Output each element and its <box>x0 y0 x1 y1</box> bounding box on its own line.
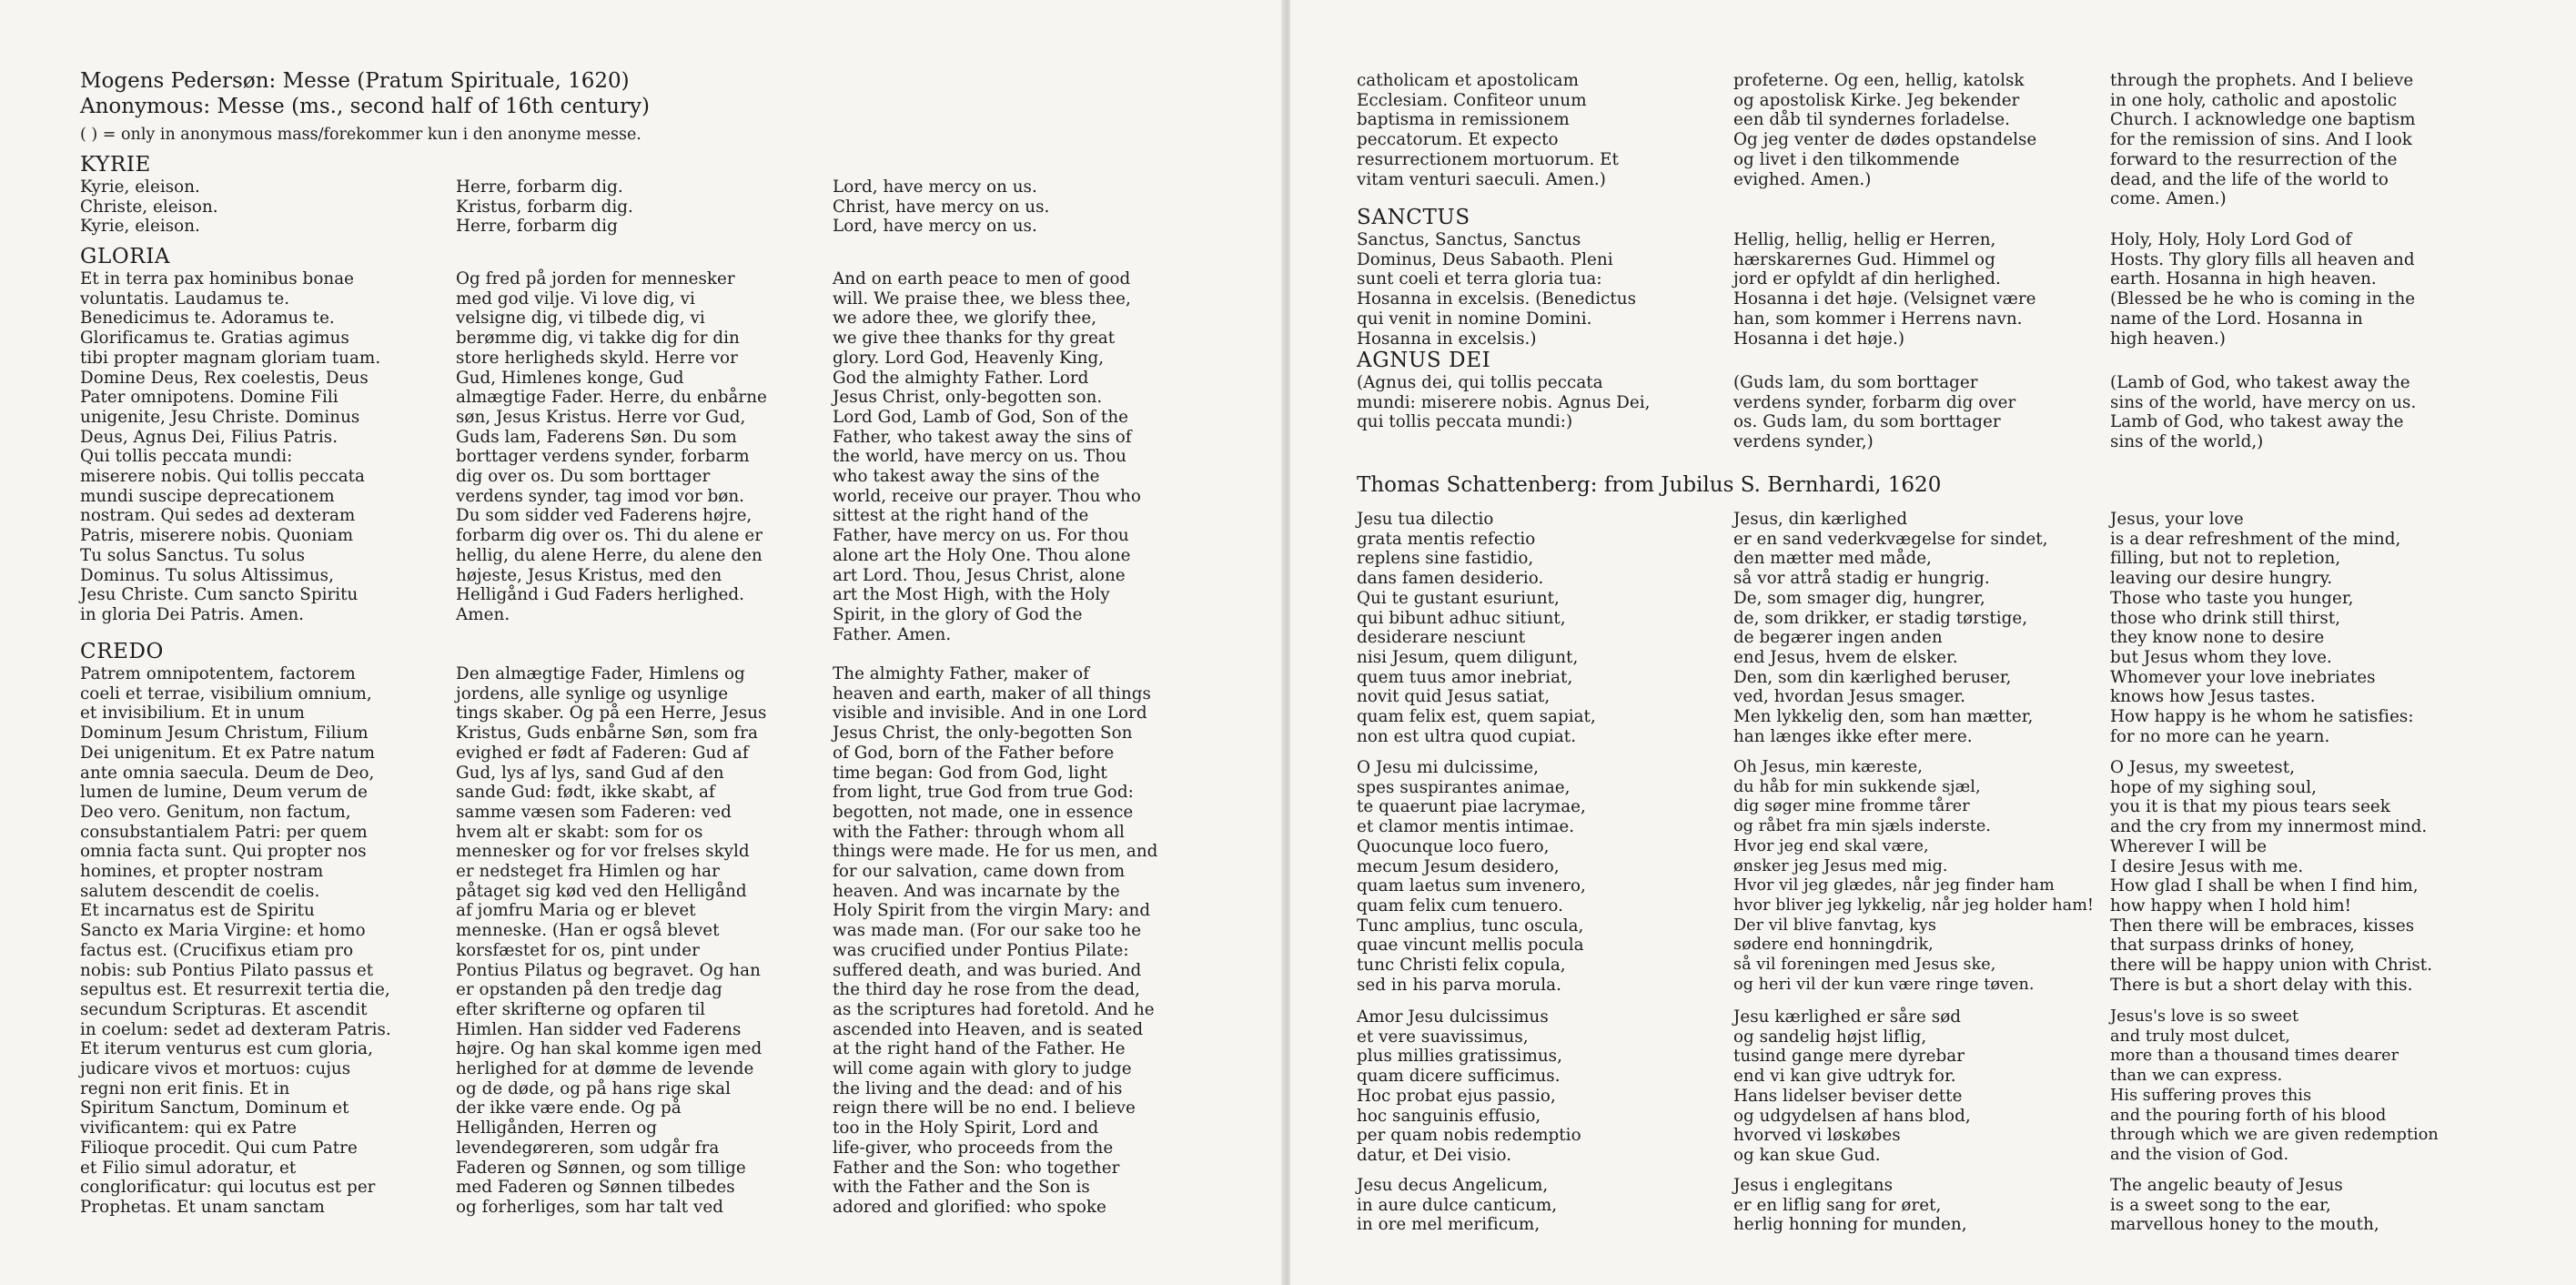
mass-title-anonymous: Anonymous: Messe (ms., second half of 16th century) <box>80 95 650 118</box>
sanctus-english-column <box>2110 230 2415 349</box>
credo-end-english-text: through the prophets. And I believe in one holy, catholic and apostolic Church. I acknowledge one baptism for the remission of sins. And I look forward to the resurrection of the dead, and the life of the world to come. Amen.) <box>2110 71 2416 209</box>
sanctus-heading: SANCTUS <box>1357 206 1470 229</box>
credo-end-latin-column <box>1357 71 1619 189</box>
sanctus-danish-column <box>1733 230 2036 349</box>
stanza4-latin-text: Jesu decus Angelicum, in aure dulce canticum, in ore mel merificum, <box>1357 1176 1558 1235</box>
kyrie-heading: KYRIE <box>80 153 151 177</box>
kyrie-english-column <box>833 177 1049 237</box>
stanza2-english-text: O Jesus, my sweetest, hope of my sighing soul, you it is that my pious tears seek and the cry from my innermost mind. Wherever I will be I desire Jesus with me. How glad I shall be when I find him, how happy when I hold him! Then there will be embraces, kisses that surpass drinks of honey, there will be happy union with Christ. There is but a short delay with this. <box>2110 758 2433 995</box>
credo-latin-text: Patrem omnipotentem, factorem coeli et terrae, visibilium omnium, et invisibilium. Et in unum Dominum Jesum Christum, Filium Dei unigenitum. Et ex Patre natum ante omnia saecula. Deum de Deo, lumen de lumine, Deum verum de Deo vero. Genitum, non factum, consubstantialem Patri: per quem omnia facta sunt. Qui propter nos homines, et propter nostram salutem descendit de coelis. Et incarnatus est de Spiritu Sancto ex Maria Virgine: et homo factus est. (Crucifixus etiam pro nobis: sub Pontius Pilato passus et sepultus est. Et resurrexit tertia die, secundum Scripturas. Et ascendit in coelum: sedet ad dexteram Patris. Et iterum venturus est cum gloria, judicare vivos et mortuos: cujus regni non erit finis. Et in Spiritum Sanctum, Dominum et vivificantem: qui ex Patre Filioque procedit. Qui cum Patre et Filio simul adoratur, et conglorificatur: qui locutus est per Prophetas. Et unam sanctam <box>80 664 391 1217</box>
agnus-latin-text: (Agnus dei, qui tollis peccata mundi: miserere nobis. Agnus Dei, qui tollis peccata mundi:) <box>1357 373 1651 432</box>
stanza2-danish-text: Oh Jesus, min kæreste, du håb for min sukkende sjæl, dig søger mine fromme tårer og råbet fra min sjæls inderste. Hvor jeg end skal være, ønsker jeg Jesus med mig. Hvor vil jeg glædes, når jeg finder ham hvor bliver jeg lykkelig, når jeg holder ham! Der vil blive fanvtag, kys sødere end honningdrik, så vil foreningen med Jesus ske, og heri vil der kun være ringe tøven. <box>1733 758 2095 994</box>
credo-english-column <box>833 664 1157 1218</box>
kyrie-latin-column <box>80 153 218 237</box>
agnus-english-text: (Lamb of God, who takest away the sins of the world, have mercy on us. Lamb of God, who takest away the sins of the world,) <box>2110 373 2417 452</box>
stanza3-danish-column <box>1733 1007 1971 1166</box>
stanza2-latin-text: O Jesu mi dulcissime, spes suspirantes animae, te quaerunt piae lacrymae, et clamor mentis intimae. Quocunque loco fuero, mecum Jesum desidero, quam laetus sum invenero, quam felix cum tenuero. Tunc amplius, tunc oscula, quae vincunt mellis pocula tunc Christi felix copula, sed in his parva morula. <box>1357 758 1586 995</box>
gloria-heading: GLORIA <box>80 245 171 268</box>
kyrie-english-text: Lord, have mercy on us. Christ, have mercy on us. Lord, have mercy on us. <box>833 177 1050 237</box>
stanza2-danish-column <box>1733 758 2094 995</box>
sanctus-english-text: Holy, Holy, Holy Lord God of Hosts. Thy glory fills all heaven and earth. Hosanna in high heaven. (Blessed be he who is coming in the name of the Lord. Hosanna in high heaven.) <box>2110 230 2416 349</box>
gloria-latin-column <box>80 245 380 625</box>
stanza1-english-column <box>2110 510 2414 746</box>
sanctus-danish-text: Hellig, hellig, hellig er Herren, hærskarernes Gud. Himmel og jord er opfyldt af din herlighed. Hosanna i det høje. (Velsignet være han, som kommer i Herrens navn. Hosanna i det høje.) <box>1733 230 2036 349</box>
gloria-danish-column <box>456 269 767 625</box>
stanza1-danish-column <box>1733 510 2048 746</box>
agnus-heading: AGNUS DEI <box>1357 349 1491 372</box>
agnus-danish-column <box>1733 373 2015 452</box>
credo-heading: CREDO <box>80 640 165 663</box>
stanza1-danish-text: Jesus, din kærlighed er en sand vederkvægelse for sindet, den mætter med måde, så vor attrå stadig er hungrig. De, som smager dig, hungrer, de, som drikker, er stadig tørstige, de begærer ingen anden end Jesus, hvem de elsker. Den, som din kærlighed beruser, ved, hvordan Jesus smager. Men lykkelig den, som han mætter, han længes ikke efter mere. <box>1733 510 2048 746</box>
stanza4-latin-column <box>1357 1176 1557 1235</box>
kyrie-latin-text: Kyrie, eleison. Christe, eleison. Kyrie, eleison. <box>80 177 218 237</box>
mass-title-pedersoen: Mogens Pedersøn: Messe (Pratum Spirituale, 1620) <box>80 69 630 93</box>
sanctus-latin-text: Sanctus, Sanctus, Sanctus Dominus, Deus Sabaoth. Pleni sunt coeli et terra gloria tua: Hosanna in excelsis. (Benedictus qui venit in nomine Domini. Hosanna in excelsis.) <box>1357 230 1637 349</box>
agnus-latin-column <box>1357 349 1650 432</box>
credo-end-latin-text: catholicam et apostolicam Ecclesiam. Confiteor unum baptisma in remissionem peccatorum. Et expecto resurrectionem mortuorum. Et vitam venturi saeculi. Amen.) <box>1357 71 1619 189</box>
gloria-english-column <box>833 269 1141 644</box>
right-page <box>1290 0 2576 1285</box>
gloria-latin-text: Et in terra pax hominibus bonae voluntatis. Laudamus te. Benedicimus te. Adoramus te. Glorificamus te. Gratias agimus tibi propter magnam gloriam tuam. Domine Deus, Rex coelestis, Deus Pater omnipotens. Domine Fili unigenite, Jesu Christe. Dominus Deus, Agnus Dei, Filius Patris. Qui tollis peccata mundi: miserere nobis. Qui tollis peccata mundi suscipe deprecationem nostram. Qui sedes ad dexteram Patris, miserere nobis. Quoniam Tu solus Sanctus. Tu solus Dominus. Tu solus Altissimus, Jesu Christe. Cum sancto Spiritu in gloria Dei Patris. Amen. <box>80 269 381 624</box>
credo-end-english-column <box>2110 71 2416 209</box>
stanza4-english-column <box>2110 1176 2379 1235</box>
stanza1-latin-text: Jesu tua dilectio grata mentis refectio replens sine fastidio, dans famen desiderio. Qui te gustant esuriunt, qui bibunt adhuc sitiunt, desiderare nesciunt nisi Jesum, quem diligunt, quem tuus amor inebriat, novit quid Jesus satiat, quam felix est, quem sapiat, non est ultra quod cupiat. <box>1357 510 1596 746</box>
sanctus-latin-column <box>1357 206 1636 349</box>
stanza4-english-text: The angelic beauty of Jesus is a sweet song to the ear, marvellous honey to the mouth, <box>2110 1176 2379 1235</box>
stanza2-english-column <box>2110 758 2432 995</box>
jubilus-title: Thomas Schattenberg: from Jubilus S. Bernhardi, 1620 <box>1357 473 1942 497</box>
credo-end-danish-column <box>1733 71 2036 189</box>
gloria-danish-text: Og fred på jorden for mennesker med god vilje. Vi love dig, vi velsigne dig, vi tilbede dig, vi berømme dig, vi takke dig for din store herligheds skyld. Herre vor Gud, Himlenes konge, Gud almægtige Fader. Herre, du enbårne søn, Jesus Kristus. Herre vor Gud, Guds lam, Faderens Søn. Du som borttager verdens synder, forbarm dig over os. Du som borttager verdens synder, tag imod vor bøn. Du som sidder ved Faderens højre, forbarm dig over os. Thi du alene er hellig, du alene Herre, du alene den højeste, Jesus Kristus, med den Helligånd i Gud Faders herlighed. Amen. <box>456 269 767 624</box>
stanza2-latin-column <box>1357 758 1586 995</box>
agnus-danish-text: (Guds lam, du som borttager verdens synder, forbarm dig over os. Guds lam, du som borttager verdens synder,) <box>1733 373 2016 452</box>
kyrie-danish-text: Herre, forbarm dig. Kristus, forbarm dig. Herre, forbarm dig <box>456 177 633 237</box>
bracket-note: ( ) = only in anonymous mass/forekommer kun i den anonyme messe. <box>80 126 641 144</box>
stanza4-danish-text: Jesus i englegitans er en liflig sang for øret, herlig honning for munden, <box>1733 1176 1967 1235</box>
kyrie-danish-column <box>456 177 633 237</box>
stanza4-danish-column <box>1733 1176 1967 1235</box>
stanza3-danish-text: Jesu kærlighed er såre sød og sandelig højst liflig, tusind gange mere dyrebar end vi kan give udtryk for. Hans lidelser beviser dette og udgydelsen af hans blod, hvorved vi løskøbes og kan skue Gud. <box>1733 1007 1971 1165</box>
credo-end-danish-text: profeterne. Og een, hellig, katolsk og apostolisk Kirke. Jeg bekender een dåb til syndernes forladelse. Og jeg venter de dødes opstandelse og livet i den tilkommende evighed. Amen.) <box>1733 71 2037 189</box>
stanza1-latin-column <box>1357 510 1596 746</box>
stanza3-latin-column <box>1357 1007 1581 1166</box>
stanza1-english-text: Jesus, your love is a dear refreshment of the mind, filling, but not to repletion, leaving our desire hungry. Those who taste you hunger, those who drink still thirst, they know none to desire but Jesus whom they love. Whomever your love inebriates knows how Jesus tastes. How happy is he whom he satisfies: for no more can he yearn. <box>2110 510 2414 746</box>
credo-danish-column <box>456 664 766 1218</box>
stanza3-english-column <box>2110 1007 2439 1166</box>
stanza3-english-text: Jesus's love is so sweet and truly most dulcet, more than a thousand times dearer than we can express. His suffering proves this and the pouring forth of his blood through which we are given redemption and the vision of God. <box>2110 1007 2439 1164</box>
left-page <box>0 0 1283 1285</box>
agnus-english-column <box>2110 373 2416 452</box>
credo-danish-text: Den almægtige Fader, Himlens og jordens, alle synlige og usynlige tings skaber. Og på een Herre, Jesus Kristus, Guds enbårne Søn, som fra evighed er født af Faderen: Gud af Gud, lys af lys, sand Gud af den sande Gud: født, ikke skabt, af samme væsen som Faderen: ved hvem alt er skabt: som for os mennesker og for vor frelses skyld er nedsteget fra Himlen og har påtaget sig kød ved den Helligånd af jomfru Maria og er blevet menneske. (Han er også blevet korsfæstet for os, pint under Pontius Pilatus og begravet. Og han er opstanden på den tredje dag efter skrifterne og opfaren til Himlen. Han sidder ved Faderens højre. Og han skal komme igen med herlighed for at dømme de levende og de døde, og på hans rige skal der ikke være ende. Og på Helligånden, Herren og levendegøreren, som udgår fra Faderen og Sønnen, og som tillige med Faderen og Sønnen tilbedes og forherliges, som har talt ved <box>456 664 767 1217</box>
gloria-english-text: And on earth peace to men of good will. We praise thee, we bless thee, we adore thee, we glorify thee, we give thee thanks for thy great glory. Lord God, Heavenly King, God the almighty Father. Lord Jesus Christ, only-begotten son. Lord God, Lamb of God, Son of the Father, who takest away the sins of the world, have mercy on us. Thou who takest away the sins of the world, receive our prayer. Thou who sittest at the right hand of the Father, have mercy on us. For thou alone art the Holy One. Thou alone art Lord. Thou, Jesus Christ, alone art the Most High, with the Holy Spirit, in the glory of God the Father. Amen. <box>833 269 1141 644</box>
credo-english-text: The almighty Father, maker of heaven and earth, maker of all things visible and invisible. And in one Lord Jesus Christ, the only-begotten Son of God, born of the Father before time began: God from God, light from light, true God from true God: begotten, not made, one in essence with the Father: through whom all things were made. He for us men, and for our salvation, came down from heaven. And was incarnate by the Holy Spirit from the virgin Mary: and was made man. (For our sake too he was crucified under Pontius Pilate: suffered death, and was buried. And the third day he rose from the dead, as the scriptures had foretold. And he ascended into Heaven, and is seated at the right hand of the Father. He will come again with glory to judge the living and the dead: and of his reign there will be no end. I believe too in the Holy Spirit, Lord and life-giver, who proceeds from the Father and the Son: who together with the Father and the Son is adored and glorified: who spoke <box>833 664 1158 1217</box>
stanza3-latin-text: Amor Jesu dulcissimus et vere suavissimus, plus millies gratissimus, quam dicere sufficimus. Hoc probat ejus passio, hoc sanguinis effusio, per quam nobis redemptio datur, et Dei visio. <box>1357 1007 1581 1165</box>
credo-latin-column <box>80 640 391 1218</box>
